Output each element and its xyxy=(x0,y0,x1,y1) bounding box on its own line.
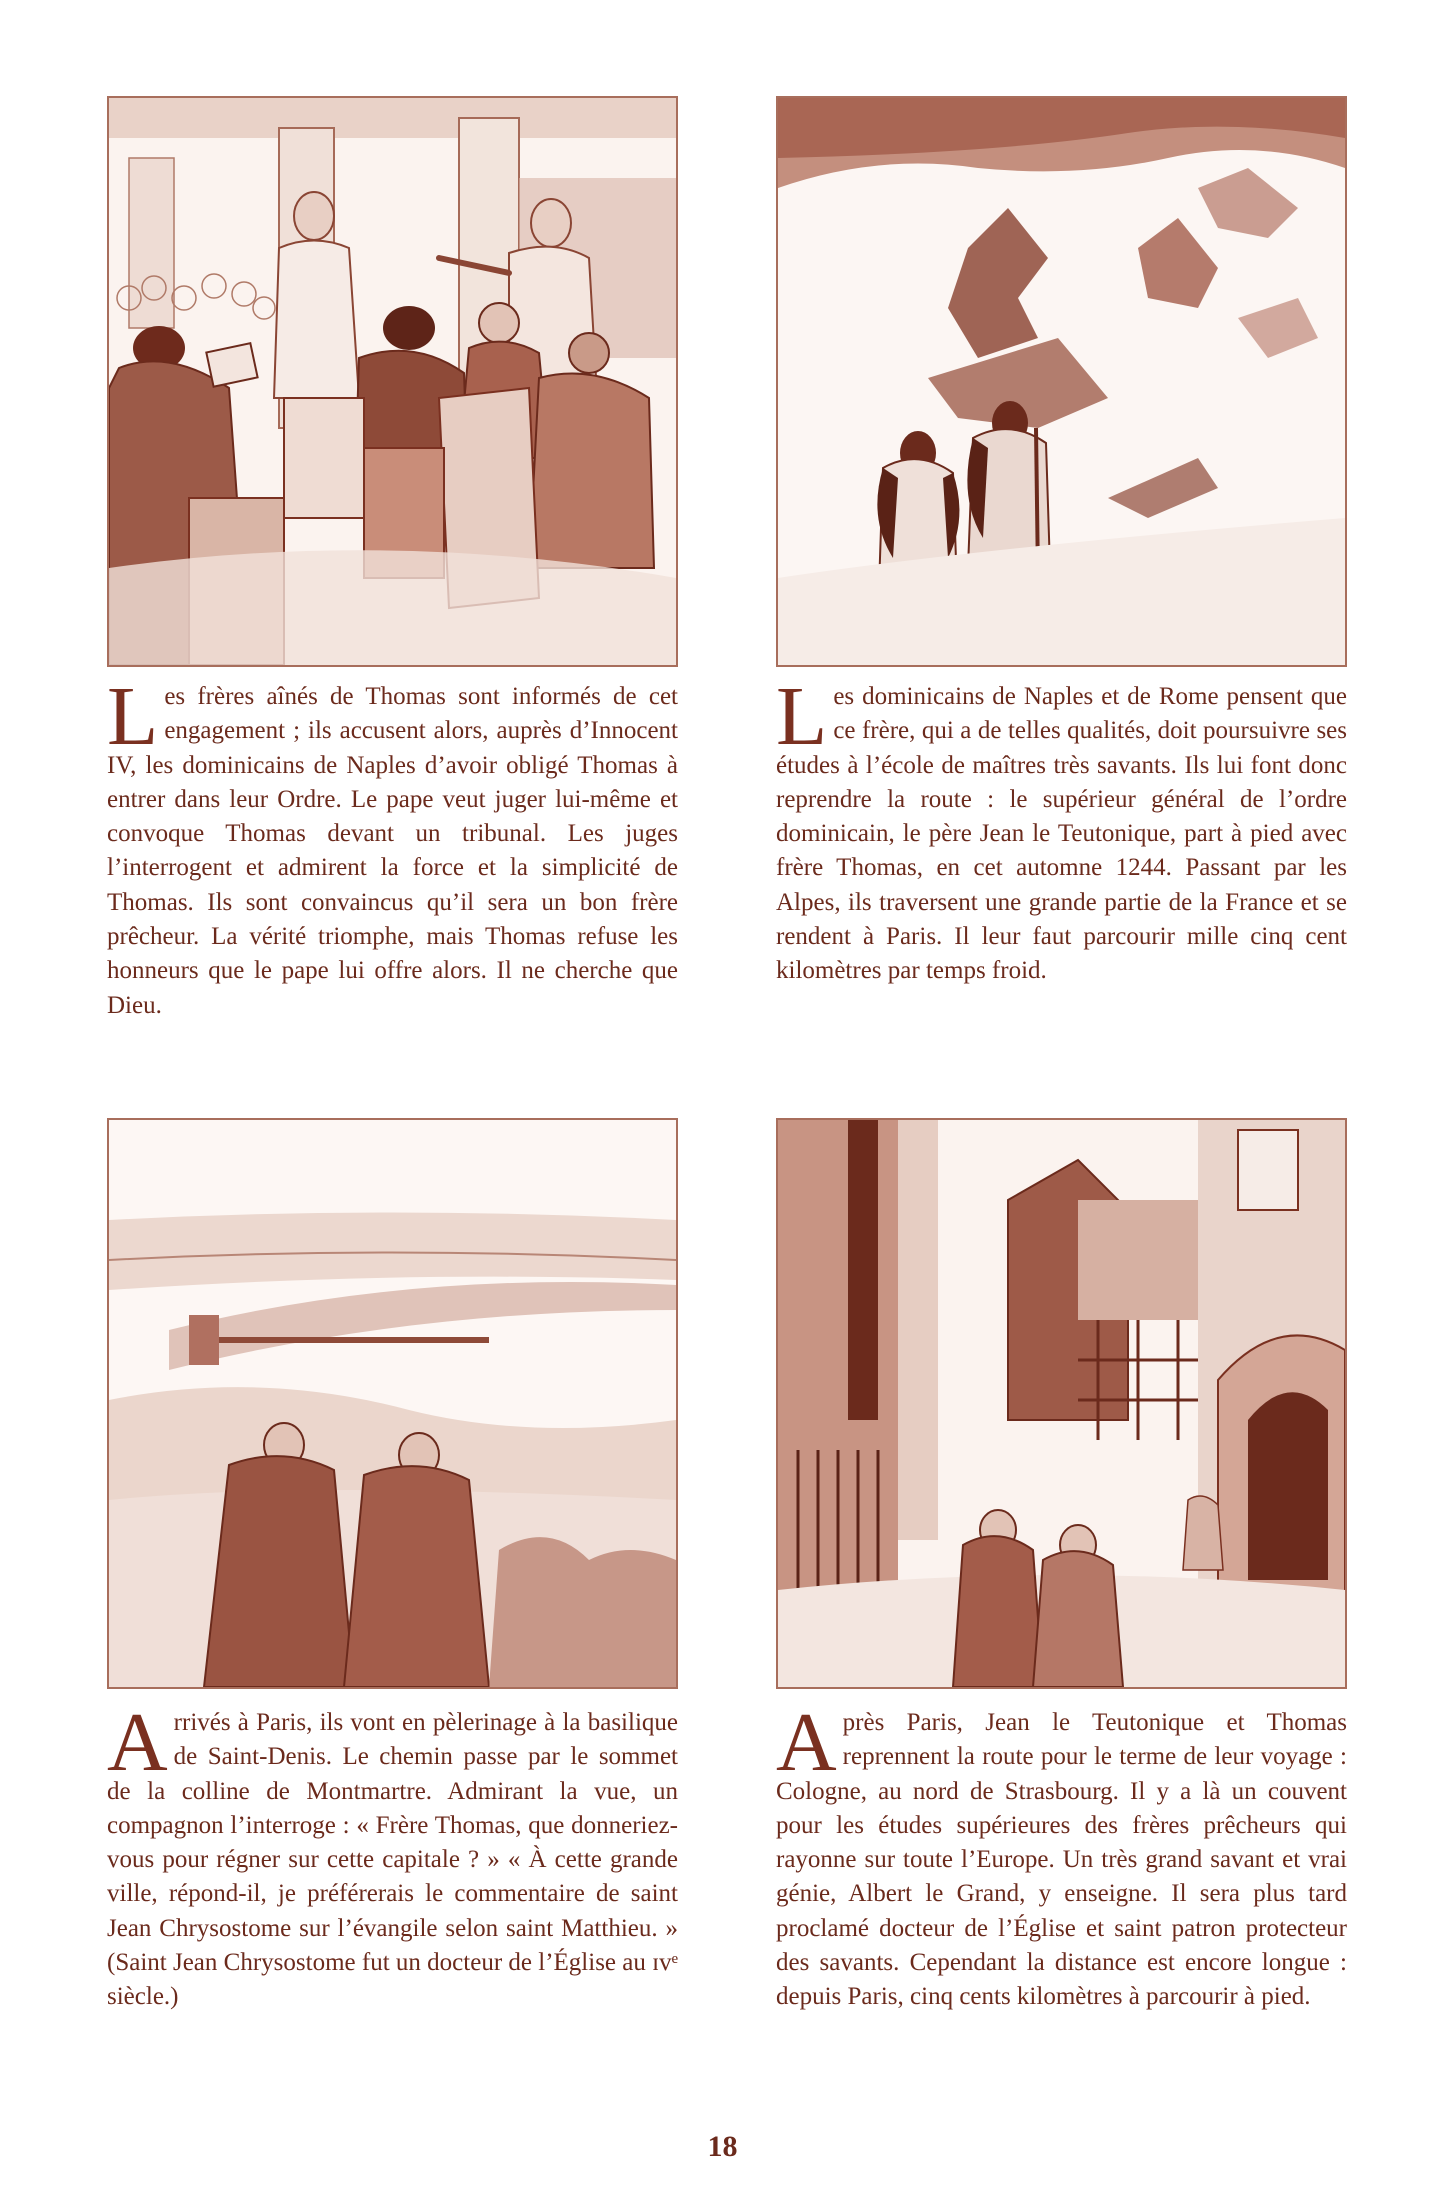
dropcap: L xyxy=(107,670,159,763)
page-number: 18 xyxy=(707,2130,738,2163)
alps-drawing xyxy=(778,98,1345,665)
dropcap: A xyxy=(776,1696,837,1789)
dropcap: A xyxy=(107,1696,168,1789)
cologne-drawing xyxy=(778,1120,1345,1687)
montmartre-drawing xyxy=(109,1120,676,1687)
tribunal-drawing xyxy=(109,98,676,665)
illustration-tribunal xyxy=(107,96,678,667)
paragraph: es frères aînés de Thomas sont informés de cet engagement ; ils accusent alors, auprès d’Innocent IV, les dominicains de Naples d’avoir obligé Thomas à entrer dans leur Ordre. Le pape veut juger lui-même et convoque Thomas devant un tribunal. Les juges l’interrogent et admirent la force et la simplicité de Thomas. Ils sont convaincus qu’il sera un bon frère prêcheur. La vérité triomphe, mais Thomas refuse les honneurs que le pape lui offre alors. Il ne cherche que Dieu. xyxy=(107,683,678,1019)
panel-3-text xyxy=(107,1696,678,2015)
dropcap: L xyxy=(776,670,828,763)
paragraph: près Paris, Jean le Teutonique et Thomas reprennent la route pour le terme de leur voyage : Cologne, au nord de Strasbourg. Il y a là un couvent pour les études supérieures des frères prêcheurs qui rayonne sur toute l’Europe. Un très grand savant et vrai génie, Albert le Grand, y enseigne. Il sera plus tard proclamé docteur de l’Église et saint patron protecteur des savants. Cependant la distance est encore longue : depuis Paris, cinq cents kilomètres à parcourir à pied. xyxy=(776,1709,1347,2011)
paragraph: es dominicains de Naples et de Rome pensent que ce frère, qui a de telles qualités, doit poursuivre ses études à l’école de maîtres très savants. Ils lui font donc reprendre la route : le supérieur général de l’ordre dominicain, le père Jean le Teutonique, part à pied avec frère Thomas, en cet automne 1244. Passant par les Alpes, ils traversent une grande partie de la France et se rendent à Paris. Il leur faut parcourir mille cinq cent kilomètres par temps froid. xyxy=(776,683,1347,985)
panel-4-text xyxy=(776,1696,1347,2015)
paragraph: rrivés à Paris, ils vont en pèlerinage à la basilique de Saint-Denis. Le chemin passe par le sommet de la colline de Montmartre. Admirant la vue, un compagnon l’interroge : « Frère Thomas, que donneriez-vous pour régner sur cette capitale ? » « À cette grande ville, répond-il, je préférerais le commentaire de saint Jean Chrysostome sur l’évangile selon saint Matthieu. » (Saint Jean Chrysostome fut un docteur de l’Église au ɪᴠᵉ siècle.) xyxy=(107,1709,678,2011)
panel-2-text xyxy=(776,670,1347,989)
panel-1-text xyxy=(107,670,678,1023)
illustration-cologne xyxy=(776,1118,1347,1689)
illustration-montmartre xyxy=(107,1118,678,1689)
illustration-alps xyxy=(776,96,1347,667)
